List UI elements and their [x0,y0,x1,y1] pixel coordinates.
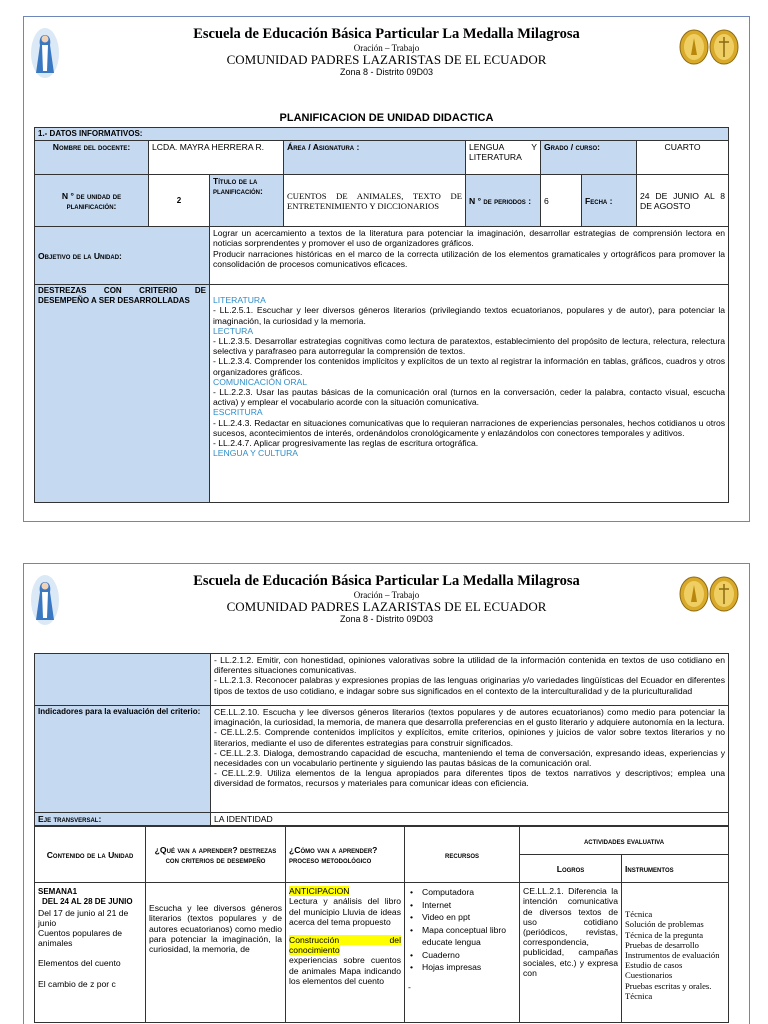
axis-label: Eje transversal: [35,813,211,826]
page-1 [23,16,750,522]
col-what: ¿Qué van a aprender? destrezas con criterios de desempeño [146,827,286,883]
col-logros: Logros [520,855,622,883]
section-title: 1.- DATOS INFORMATIVOS: [35,128,729,141]
virgin-mary-logo [30,27,60,79]
grade-label: Grado / curso: [541,141,637,175]
col-resources: recursos [405,827,520,883]
resources-dash: - [408,981,411,992]
virgin-mary-logo [30,574,60,626]
col-activities: actividades evaluativa [520,827,729,855]
week-line-2: Cuentos populares de animales [38,928,123,949]
community-name: COMUNIDAD PADRES LAZARISTAS DE EL ECUADOR [226,52,547,67]
grade-value: CUARTO [637,141,729,175]
indicator-1: CE.LL.2.10. Escucha y lee diversos géneros literarios (textos populares y de autores ecuatorianos) como medio para potenciar la imaginación, la curiosidad, la memoria, de manera que desarrolla preferencias en el gusto literario y adquiere autonomía en la lectura. [214,707,725,728]
miraculous-medal-logo [679,29,739,65]
periods-label: N ° de periodos : [466,175,541,227]
instrument-item: Pruebas escritas y orales. [625,980,712,991]
teacher-label: Nombre del docente: [35,141,149,175]
school-motto: Oración – Trabajo [353,590,420,600]
school-motto: Oración – Trabajo [353,43,420,53]
instrument-item: Cuestionarios [625,970,673,981]
week-dates: DEL 24 AL 28 DE JUNIO [42,897,133,907]
objective-text-1: Lograr un acercamiento a textos de la literatura para potenciar la imaginación, desarrollar estrategias de comprensión lectora en noticias sorprendentes y promover el uso de organizadores gráficos. [213,228,726,249]
objective-text-2: Producir narraciones históricas en el marco de la correcta utilización de los elementos gramaticales y ortográficos para promover la consolidación de procesos comunicativos eficaces. [213,248,726,269]
indicator-4: - CE.LL.2.9. Utiliza elementos de la lengua apropiados para diferentes tipos de textos narrativos y descriptivos; emplea una diversidad de formatos, recursos y materiales para comunicar ideas con eficiencia. [214,768,725,789]
col-instrumentos: Instrumentos [622,855,729,883]
indicators-label: Indicadores para la evaluación del criterio: [35,706,211,813]
area-value: LENGUA Y LITERATURA [466,141,541,175]
construccion-text: experiencias sobre cuentos de animales Mapa indicando los elementos del cuento [289,955,401,986]
week-line-4: El cambio de z por c [38,978,116,989]
instrument-item: Estudio de casos [625,960,683,971]
skill-ll234: - LL.2.3.4. Comprender los contenidos implícitos y explícitos de un texto al registrar la información en tablas, gráficos, cuadros y otros organizadores gráficos. [213,356,726,377]
construccion-heading: Construcción del conocimiento [289,935,401,956]
lectura-heading: LECTURA [213,325,254,336]
indicator-2: - CE.LL.2.5. Comprende contenidos implícitos y explícitos, emite criterios, opiniones y juicios de valor sobre textos literarios y no literarios, mediante el uso de diferentes estrategias para construir significados. [214,727,725,748]
instrument-item: Instrumentos de evaluación [625,950,720,961]
skill-ll235: - LL.2.3.5. Desarrollar estrategias cognitivas como lectura de paratextos, establecimiento del propósito de lectura, relectura, relectura selectiva y parafraseo para autorregular la comprensión de textos. [213,336,726,357]
objective-label: Objetivo de la Unidad: [35,227,210,285]
axis-value: LA IDENTIDAD [211,813,729,826]
unit-title-label: Título de la planificación: [210,175,284,227]
skill-ll212: - LL.2.1.2. Emitir, con honestidad, opiniones valorativas sobre la utilidad de la información contenida en textos de uso cotidiano en diferentes situaciones comunicativas. [214,655,725,676]
page-header [24,17,749,83]
planning-table [34,826,729,1023]
col-how: ¿Cómo van a aprender? proceso metodológico [286,827,405,883]
zone-district: Zona 8 - Distrito 09D03 [339,614,434,624]
escritura-heading: ESCRITURA [213,407,263,418]
week-line-1: Del 17 de junio al 21 de junio [38,907,129,928]
skills-continuation-table [34,653,729,826]
literatura-heading: LITERATURA [213,295,266,306]
page-header [24,564,749,630]
resource-item: • Mapa conceptual libro educate lengua [408,924,516,949]
resources-list [408,886,516,974]
instrument-item: Técnica [625,990,653,1001]
resource-item: • Computadora [408,886,516,899]
anticipacion-text: Lectura y análisis del libro del municipio Lluvia de ideas acerca del tema propuesto [289,896,401,927]
instrument-item: Técnica de la pregunta [625,929,704,940]
col-content: Contenido de la Unidad [35,827,146,883]
skill-ll251: - LL.2.5.1. Escuchar y leer diversos géneros literarios (privilegiando textos ecuatorianos, populares y de autor), para potenciar la imaginación, la curiosidad y la memoria. [213,305,726,326]
unit-number-value: 2 [149,175,210,227]
cultura-heading: LENGUA Y CULTURA [213,448,299,459]
week-title: SEMANA1 [38,887,78,897]
skill-ll243: - LL.2.4.3. Redactar en situaciones comunicativas que lo requieran narraciones de experiencias personales, hechos cotidianos u otros sucesos, acontecimientos de interés, ordenándolos cronológicamente y enlazándolos con conectores temporales y aditivos. [213,417,726,438]
unit-title-value: CUENTOS DE ANIMALES, TEXTO DE ENTRETENIMIENTO Y DICCIONARIOS [284,175,466,227]
page-2 [23,563,750,1024]
skill-ll213: - LL.2.1.3. Reconocer palabras y expresiones propias de las lenguas originarias y/o variedades lingüísticas del Ecuador en diferentes tipos de textos de uso cotidiano, e indagar sobre sus significados en el contexto de la interculturalidad y de la pluriculturalidad [214,675,725,696]
resource-item: • Hojas impresas [408,961,516,974]
instrument-item: Solución de problemas [625,919,704,930]
oral-heading: COMUNICACIÓN ORAL [213,376,308,387]
anticipacion-heading: ANTICIPACION [289,886,350,897]
document-title: PLANIFICACION DE UNIDAD DIDACTICA [279,112,494,124]
logros-text: CE.LL.2.1. Diferencia la intención comunicativa de diversos textos de uso cotidiano (periódicos, revistas, correspondencia, publicidad, campañas sociales, etc.) y expresa con [520,883,622,1023]
week-line-3: Elementos del cuento [38,958,121,969]
informative-data-table [34,127,729,503]
skill-ll247: - LL.2.4.7. Aplicar progresivamente las reglas de escritura ortográfica. [213,438,479,449]
school-name: Escuela de Educación Básica Particular La Medalla Milagrosa [193,573,580,589]
instrument-item: Pruebas de desarrollo [625,939,699,950]
resource-item: • Internet [408,899,516,912]
periods-value: 6 [541,175,582,227]
school-name: Escuela de Educación Básica Particular La Medalla Milagrosa [193,26,580,42]
resource-item: • Cuaderno [408,949,516,962]
indicator-3: - CE.LL.2.3. Dialoga, demostrando capacidad de escucha, manteniendo el tema de conversación, expresando ideas, experiencias y necesidades con un vocabulario pertinente y siguiendo las pautas básicas de la comunicación oral. [214,747,725,769]
teacher-value: LCDA. MAYRA HERRERA R. [149,141,284,175]
what-text: Escucha y lee diversos géneros literarios (textos populares y de autores ecuatorianos) como medio para potenciar la imaginación, la curiosidad, la memoria, de [146,883,286,1023]
unit-number-label: N ° de unidad de planificación: [35,175,149,227]
skills-label: DESTREZAS CON CRITERIO DE DESEMPEÑO A SER DESARROLLADAS [35,285,210,503]
miraculous-medal-logo [679,576,739,612]
skill-ll223: - LL.2.2.3. Usar las pautas básicas de la comunicación oral (turnos en la conversación, ceder la palabra, contacto visual, escucha activa) y emplear el vocabulario acorde con la situación comunicativa. [213,387,726,408]
community-name: COMUNIDAD PADRES LAZARISTAS DE EL ECUADOR [226,599,547,614]
date-value: 24 DE JUNIO AL 8 DE AGOSTO [637,175,729,227]
zone-district: Zona 8 - Distrito 09D03 [339,67,434,77]
instrument-item: Técnica [625,909,653,920]
date-label: Fecha : [582,175,637,227]
area-label: Área / Asignatura : [284,141,466,175]
resource-item: • Video en ppt [408,911,516,924]
